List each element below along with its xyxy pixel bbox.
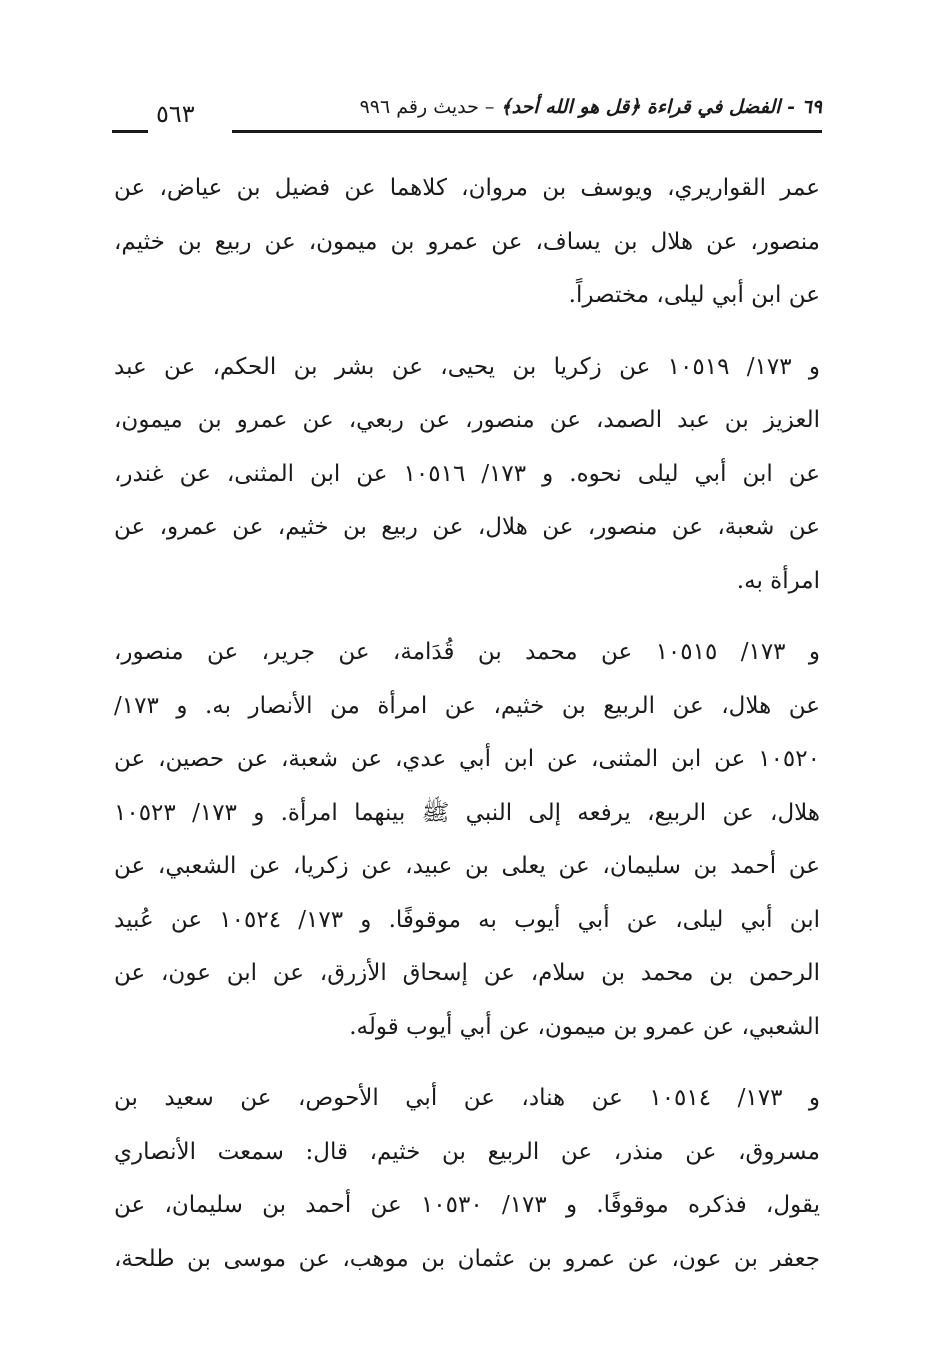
text-line: ابن أبي ليلى، عن أبي أيوب به موقوفًا. و ١٧٣/ ١٠٥٢٤ عن عُبيد (114, 906, 820, 933)
text-line: جعفر بن عون، عن عمرو بن عثمان بن موهب، عن موسى بن طلحة، (114, 1245, 820, 1272)
text-line: و ١٧٣/ ١٠٥١٤ عن هناد، عن أبي الأحوص، عن سعيد بن (114, 1085, 820, 1111)
text-line: العزيز بن عبد الصمد، عن منصور، عن ربعي، عن عمرو بن ميمون، (114, 407, 820, 433)
text-line: منصور، عن هلال بن يساف، عن عمرو بن ميمون، عن ربيع بن خثيم، (114, 228, 820, 255)
text-line: هلال، عن الربيع، يرفعه إلى النبي ﷺ بينهما امرأة. و ١٧٣/ ١٠٥٢٣ (114, 799, 820, 826)
paragraph-1 (114, 162, 820, 323)
chapter-title: ٦٩ - الفضل في قراءة ﴿قل هو الله أحد﴾ (500, 96, 822, 118)
page-number-rule (112, 130, 148, 133)
text-line: عن ابن أبي ليلى، مختصراً. (568, 282, 820, 308)
text-line: مسروق، عن منذر، عن الربيع بن خثيم، قال: سمعت الأنصاري (114, 1138, 820, 1165)
header-rule (232, 130, 822, 133)
text-line: و ١٧٣/ ١٠٥١٩ عن زكريا بن يحيى، عن بشر بن الحكم، عن عبد (114, 353, 820, 380)
text-line: و ١٧٣/ ١٠٥١٥ عن محمد بن قُدَامة، عن جرير، عن منصور، (114, 639, 820, 665)
page-number: ٥٦٣ (156, 100, 195, 128)
paragraph-4 (114, 1072, 820, 1286)
text-line: عن شعبة، عن منصور، عن هلال، عن ربيع بن خثيم، عن عمرو، عن (114, 514, 820, 540)
paragraph-2 (114, 341, 820, 609)
text-line: الشعبي، عن عمرو بن ميمون، عن أبي أيوب قولَه. (349, 1013, 820, 1040)
running-header (112, 92, 822, 132)
text-line: ١٠٥٢٠ عن ابن المثنى، عن ابن أبي عدي، عن شعبة، عن حصين، عن (114, 746, 820, 772)
header-title (360, 96, 822, 118)
text-line: عن ابن أبي ليلى نحوه. و ١٧٣/ ١٠٥١٦ عن ابن المثنى، عن غندر، (114, 460, 820, 487)
body-text (114, 162, 820, 1304)
paragraph-3 (114, 626, 820, 1054)
text-line: الرحمن بن محمد بن سلام، عن إسحاق الأزرق، عن ابن عون، عن (114, 960, 820, 986)
text-line: يقول، فذكره موقوفًا. و ١٧٣/ ١٠٥٣٠ عن أحمد بن سليمان، عن (114, 1192, 820, 1218)
hadith-number: – حديث رقم ٩٩٦ (359, 96, 501, 118)
text-line: امرأة به. (736, 567, 820, 594)
text-line: عن هلال، عن الربيع بن خثيم، عن امرأة من الأنصار به. و ١٧٣/ (114, 692, 820, 719)
text-line: عمر القواريري، ويوسف بن مروان، كلاهما عن فضيل بن عياض، عن (114, 175, 820, 201)
text-line: عن أحمد بن سليمان، عن يعلى بن عبيد، عن زكريا، عن الشعبي، عن (114, 853, 820, 879)
